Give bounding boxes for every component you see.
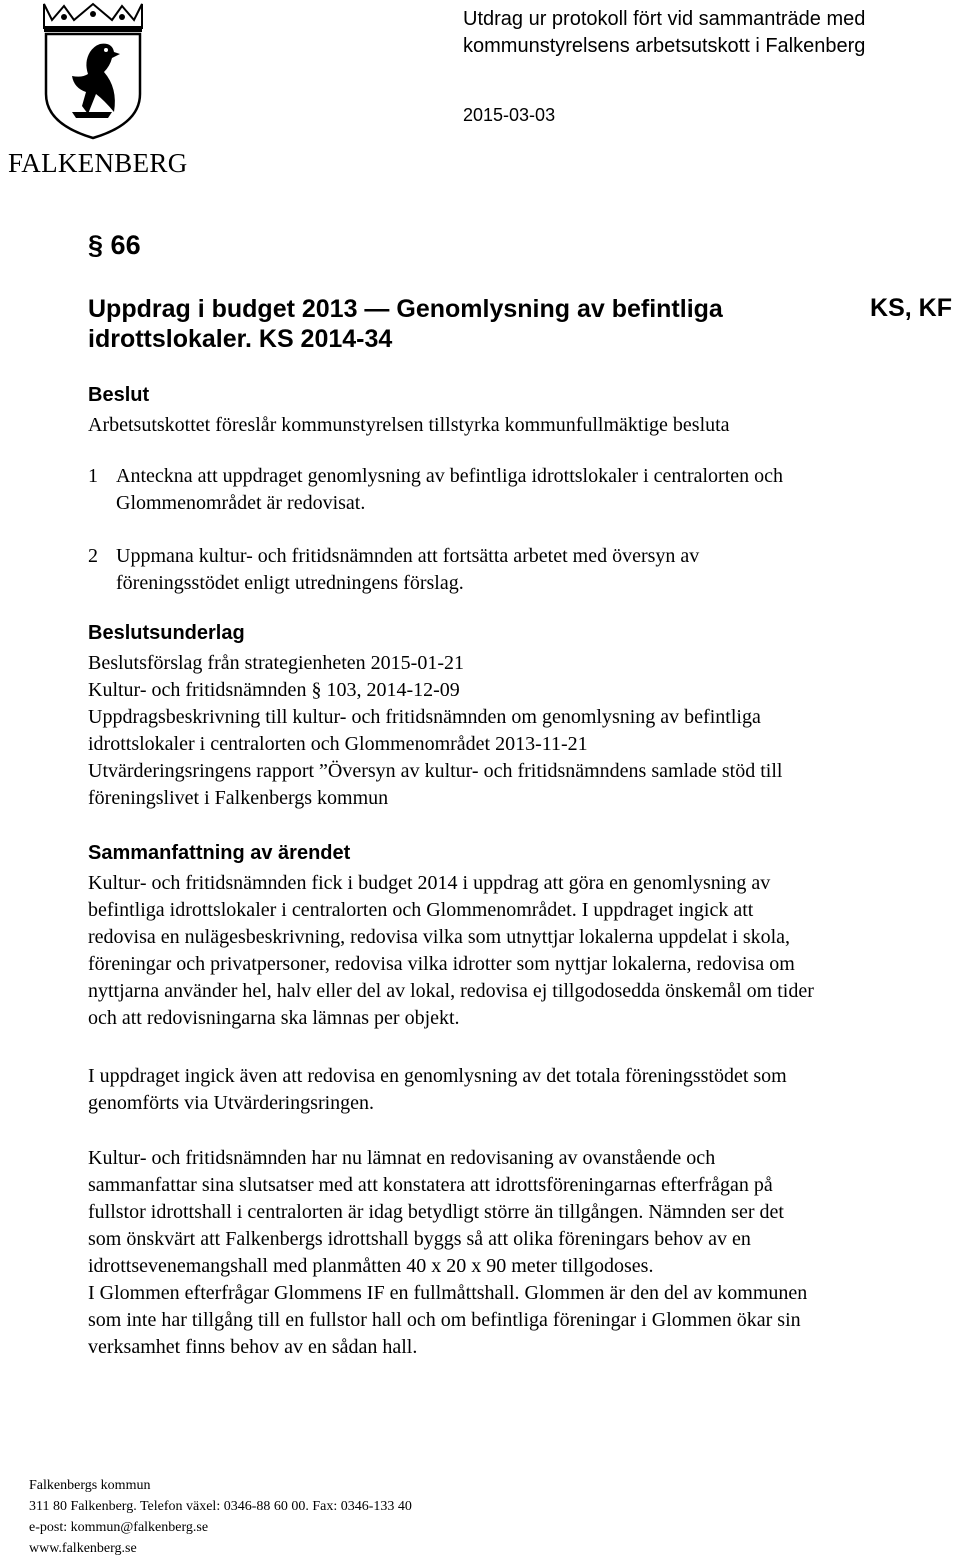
summary-heading: Sammanfattning av ärendet [88,842,351,864]
summary-line: som önskvärt att Falkenbergs idrottshall byggs så att olika föreningars behov av en [88,1228,751,1250]
protocol-title-line: Utdrag ur protokoll fört vid sammanträde med [463,8,866,30]
protocol-title [463,6,865,60]
summary-line: sammanfattar sina slutsatser med att konstatera att idrottsföreningarnas efterfrågan på [88,1174,773,1196]
summary-line: verksamhet finns behov av en sådan hall. [88,1336,418,1358]
decision-heading: Beslut [88,384,150,406]
summary-line: genomförts via Utvärderingsringen. [88,1092,375,1114]
decision-item-number: 2 [88,545,98,567]
summary-line: I uppdraget ingick även att redovisa en genomlysning av det totala föreningsstödet som [88,1065,787,1087]
decision-item-line: Uppmana kultur- och fritidsnämnden att fortsätta arbetet med översyn av [116,545,700,567]
section-title [88,294,808,354]
summary-line: och att redovisningarna ska lämnas per objekt. [88,1007,460,1029]
protocol-title-line: kommunstyrelsens arbetsutskott i Falkenberg [463,35,866,57]
basis-line: föreningslivet i Falkenbergs kommun [88,787,389,809]
basis-line: Uppdragsbeskrivning till kultur- och fritidsnämnden om genomlysning av befintliga [88,706,761,728]
summary-paragraph [88,1145,943,1361]
summary-line: Kultur- och fritidsnämnden har nu lämnat en redovisaning av ovanstående och [88,1147,716,1169]
summary-line: fullstor idrottshall i centralorten är idag betydligt större än tillgången. Nämnden ser det [88,1201,784,1223]
decision-item-number: 1 [88,465,98,487]
paragraph-symbol: § [88,230,104,260]
summary-line: föreningar och privatpersoner, redovisa vilka idrotter som nyttjar lokalerna, redovisa om [88,953,795,975]
summary-line: Kultur- och fritidsnämnden fick i budget 2014 i uppdrag att göra en genomlysning av [88,872,771,894]
basis-line: Utvärderingsringens rapport ”Översyn av kultur- och fritidsnämndens samlade stöd till [88,760,783,782]
paragraph-number [88,230,141,261]
paragraph-number-value: 66 [110,230,141,260]
basis-line: idrottslokaler i centralorten och Glommenområdet 2013-11-21 [88,733,588,755]
section-title-line: Uppdrag i budget 2013 — Genomlysning av befintliga [88,295,723,323]
municipality-logo [4,2,188,178]
decision-item [88,543,928,597]
decision-item [88,463,928,517]
summary-paragraph [88,1063,943,1117]
basis-line: Kultur- och fritidsnämnden § 103, 2014-12-09 [88,679,460,701]
summary-paragraph [88,870,943,1032]
basis-list [88,650,938,812]
footer-email: e-post: kommun@falkenberg.se [29,1520,209,1535]
coat-of-arms-icon [38,2,148,140]
summary-line: idrottsevenemangshall med planmåtten 40 x 20 x 90 meter tillgodoses. [88,1255,654,1277]
decision-intro: Arbetsutskottet föreslår kommunstyrelsen tillstyrka kommunfullmäktige besluta [88,414,730,436]
summary-line: befintliga idrottslokaler i centralorten och Glommenområdet. I uppdraget ingick att [88,899,754,921]
section-title-line: idrottslokaler. KS 2014-34 [88,325,393,353]
decision-item-line: Anteckna att uppdraget genomlysning av befintliga idrottslokaler i centralorten och [116,465,784,487]
meeting-date: 2015-03-03 [463,105,556,125]
decision-item-line: Glommenområdet är redovisat. [116,492,366,514]
footer-address: 311 80 Falkenberg. Telefon växel: 0346-88 60 00. Fax: 0346-133 40 [29,1499,412,1514]
footer [29,1475,412,1559]
decision-item-line: föreningsstödet enligt utredningens förslag. [116,572,464,594]
summary-line: nyttjarna använder hel, halv eller del av lokal, redovisa ej tillgodosedda önskemål om tider [88,980,814,1002]
basis-line: Beslutsförslag från strategienheten 2015-01-21 [88,652,465,674]
footer-website: www.falkenberg.se [29,1541,137,1556]
basis-heading: Beslutsunderlag [88,622,245,644]
logo-wordmark: FALKENBERG [8,148,188,178]
summary-line: som inte har tillgång till en fullstor hall och om befintliga föreningar i Glommen ökar sin [88,1309,801,1331]
summary-line: I Glommen efterfrågar Glommens IF en fullmåttshall. Glommen är den del av kommunen [88,1282,808,1304]
footer-org: Falkenbergs kommun [29,1478,151,1493]
section-reference: KS, KF [870,294,952,322]
summary-line: redovisa en nulägesbeskrivning, redovisa vilka som utnyttjar lokalerna uppdelat i skola, [88,926,791,948]
